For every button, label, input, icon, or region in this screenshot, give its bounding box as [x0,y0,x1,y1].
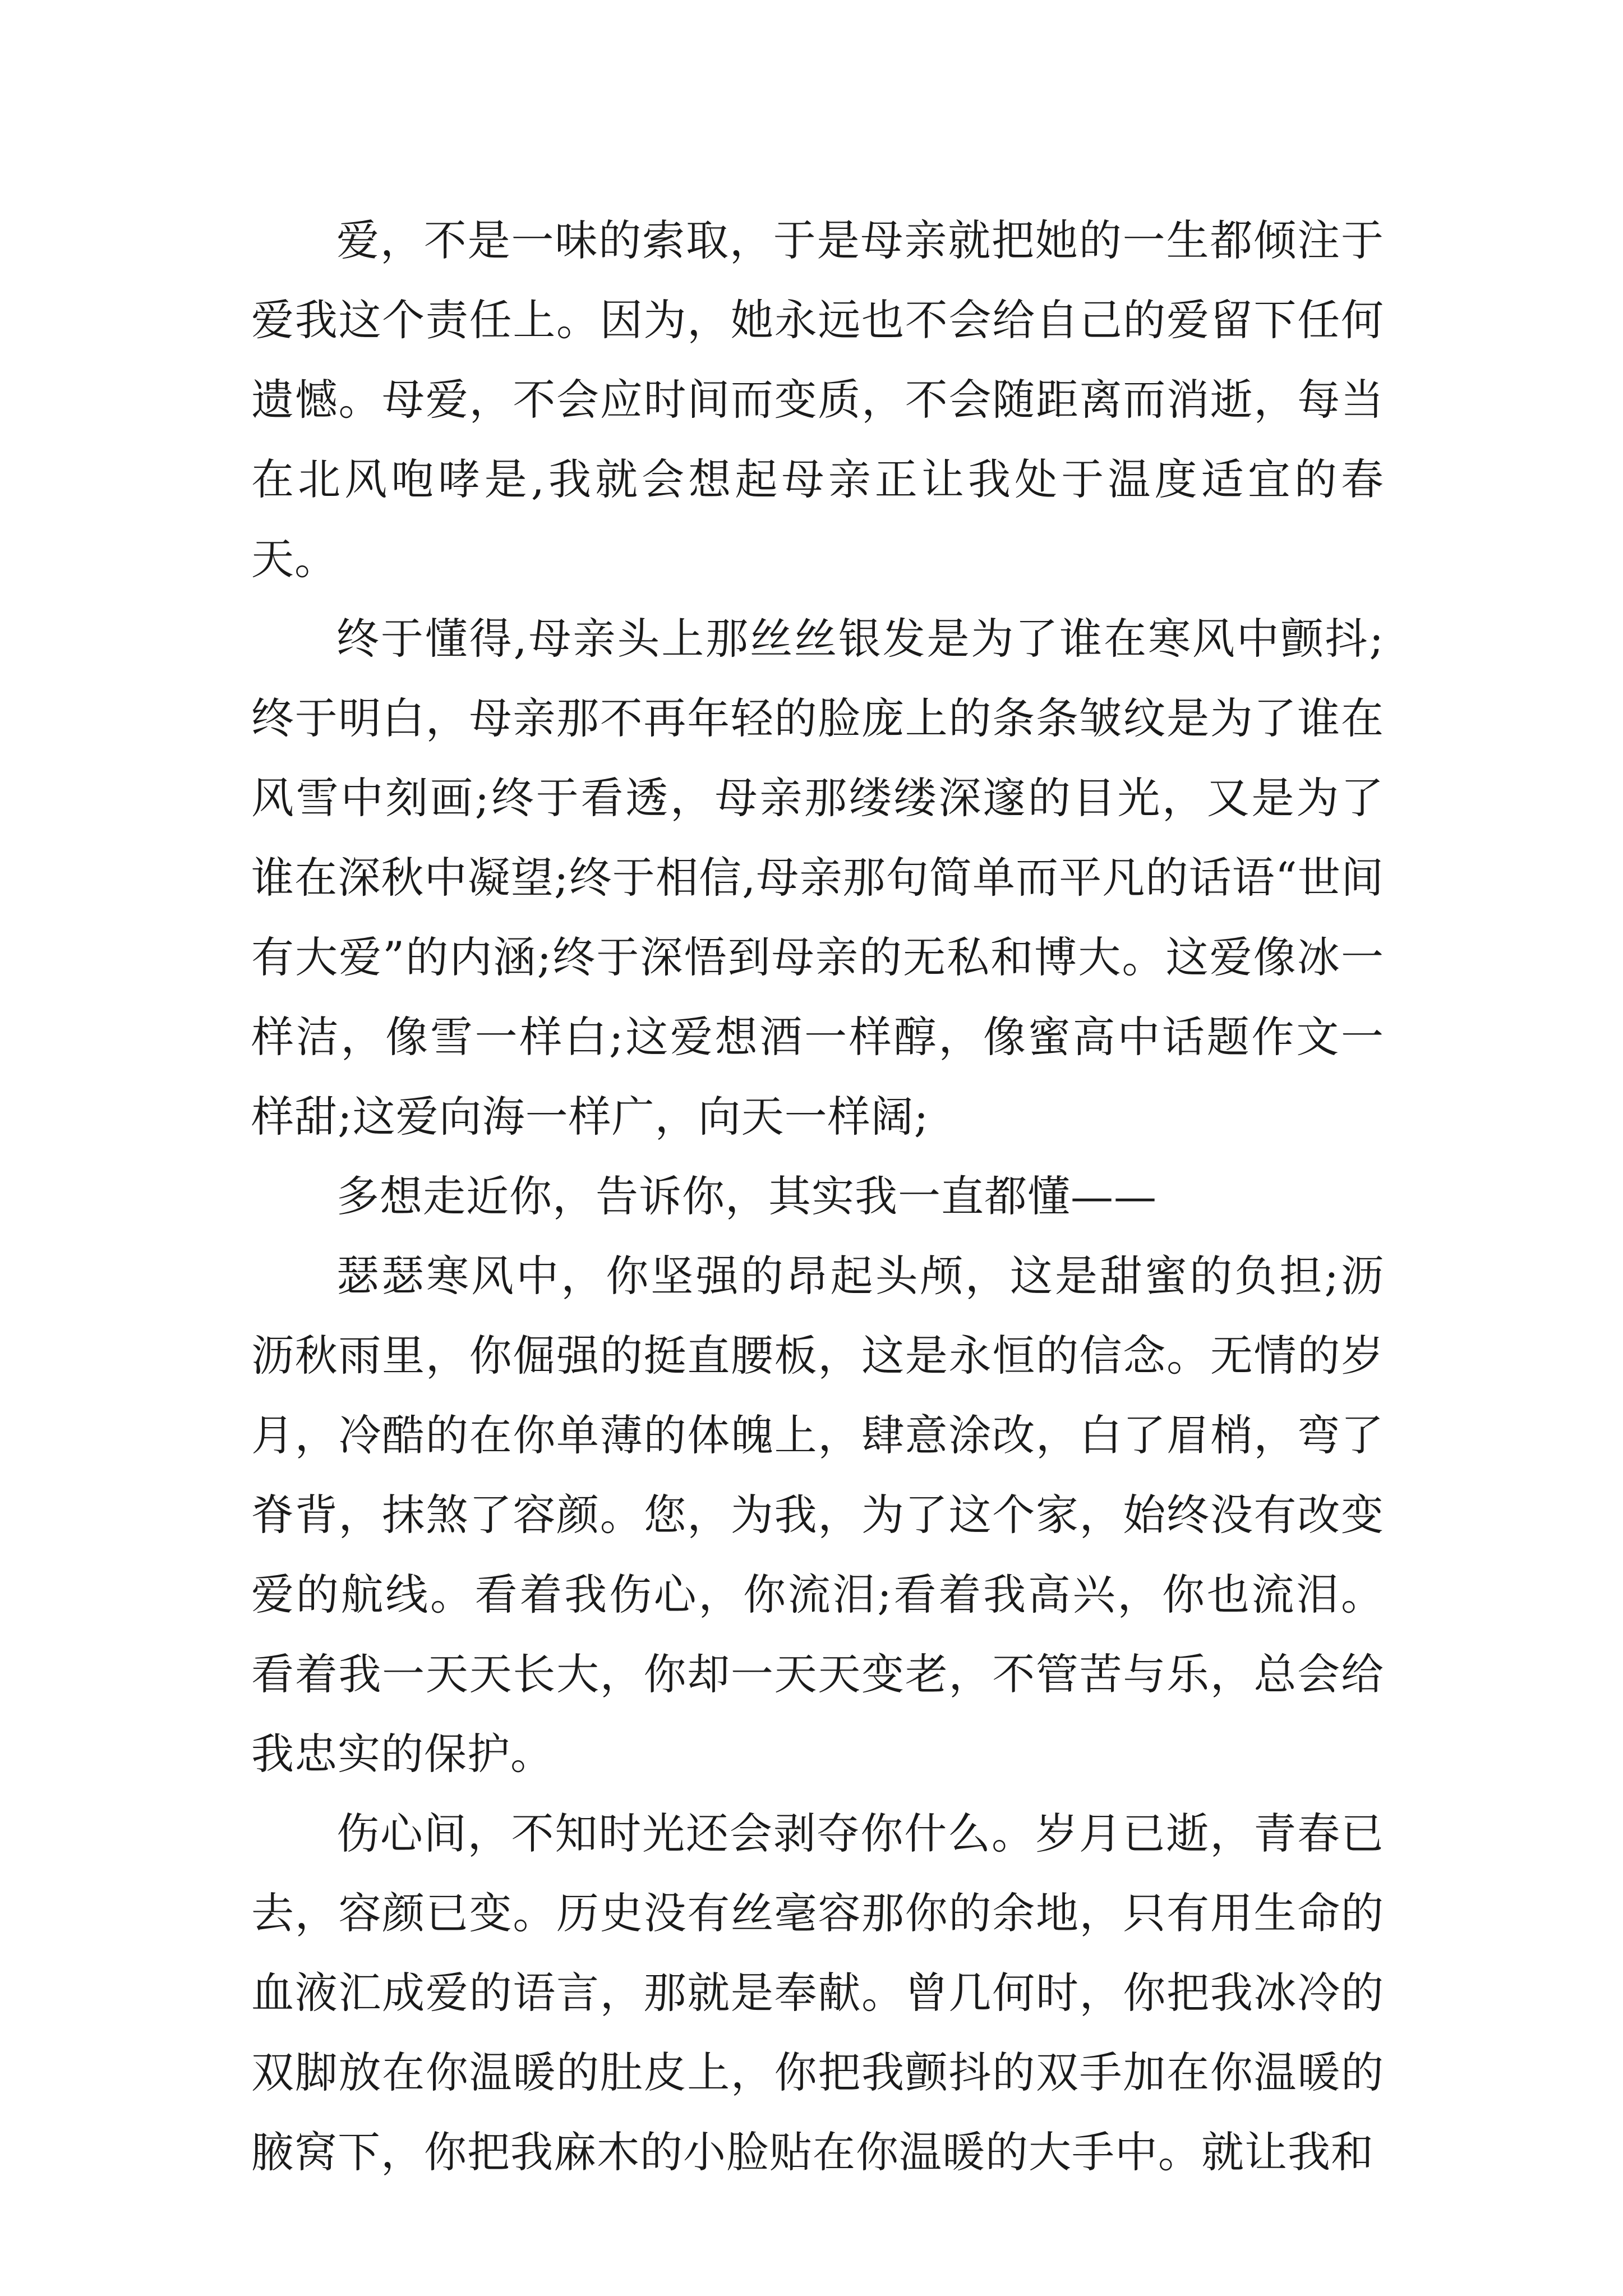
paragraph-1: 爱，不是一味的索取，于是母亲就把她的一生都倾注于爱我这个责任上。因为，她永远也不会给自己的爱留下任何遗憾。母爱，不会应时间而变质，不会随距离而消逝，每当在北风咆哮是,我就会想起母亲正让我处于温度适宜的春天。 [251,215,1384,584]
paragraph-5: 伤心间，不知时光还会剥夺你什么。岁月已逝，青春已去，容颜已变。历史没有丝毫容那你的余地，只有用生命的血液汇成爱的语言，那就是奉献。曾几何时，你把我冰冷的双脚放在你温暖的肚皮上，你把我颤抖的双手加在你温暖的腋窝下，你把我麻木的小脸贴在你温暖的大手中。就让我和 [251,1809,1384,2177]
paragraph-3: 多想走近你，告诉你，其实我一直都懂—— [336,1171,1157,1221]
paragraph-2: 终于懂得,母亲头上那丝丝银发是为了谁在寒风中颤抖;终于明白，母亲那不再年轻的脸庞上的条条皱纹是为了谁在风雪中刻画;终于看透，母亲那缕缕深邃的目光，又是为了谁在深秋中凝望;终于相信,母亲那句简单而平凡的话语“世间有大爱”的内涵;终于深悟到母亲的无私和博大。这爱像冰一样洁，像雪一样白;这爱想酒一样醇，像蜜高中话题作文一样甜;这爱向海一样广，向天一样阔; [251,614,1384,1142]
document-body [251,201,1384,2192]
paragraph-4: 瑟瑟寒风中，你坚强的昂起头颅，这是甜蜜的负担;沥沥秋雨里，你倔强的挺直腰板，这是永恒的信念。无情的岁月，冷酷的在你单薄的体魄上，肆意涂改，白了眉梢，弯了脊背，抹煞了容颜。您，为我，为了这个家，始终没有改变爱的航线。看着我伤心，你流泪;看着我高兴，你也流泪。看着我一天天长大，你却一天天变老，不管苦与乐，总会给我忠实的保护。 [251,1251,1384,1779]
